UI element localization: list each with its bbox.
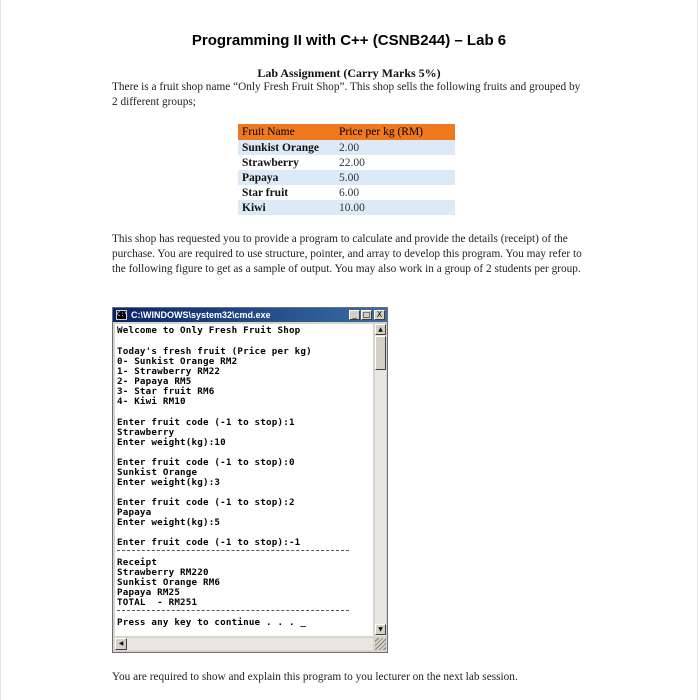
console-output [115, 324, 373, 636]
console-line: Enter fruit code (-1 to stop):1 [117, 417, 295, 428]
console-line: 3- Star fruit RM6 [117, 386, 215, 397]
cmd-icon: C:\ [117, 311, 128, 318]
maximize-button[interactable]: □ [362, 310, 371, 319]
closing-paragraph: You are required to show and explain this program to you lecturer on the next lab session. [112, 671, 518, 683]
console-line: 1- Strawberry RM22 [117, 366, 221, 377]
fruit-name-cell: Strawberry [238, 155, 335, 170]
table-row [238, 200, 455, 215]
scrollbar-thumb[interactable] [375, 336, 386, 370]
fruit-name-cell: Papaya [238, 170, 335, 185]
console-line: Strawberry RM220 [117, 567, 209, 578]
fruit-name-cell: Kiwi [238, 200, 335, 215]
console-line: Strawberry [117, 427, 175, 438]
resize-grip-icon[interactable] [375, 638, 386, 650]
console-line: 2- Papaya RM5 [117, 376, 192, 387]
table-row [238, 170, 455, 185]
scroll-left-arrow-icon[interactable]: ◀ [115, 638, 127, 650]
price-cell: 10.00 [335, 200, 455, 215]
console-line: 4- Kiwi RM10 [117, 396, 186, 407]
console-line: Enter weight(kg):10 [117, 437, 226, 448]
console-line: Papaya [117, 507, 152, 518]
table-row [238, 140, 455, 155]
console-line: Sunkist Orange RM6 [117, 577, 221, 588]
console-line: Today's fresh fruit (Price per kg) [117, 346, 312, 357]
console-line: Enter fruit code (-1 to stop):0 [117, 457, 295, 468]
price-cell: 6.00 [335, 185, 455, 200]
console-window-title: C:\WINDOWS\system32\cmd.exe [131, 310, 271, 320]
table-header-row [238, 124, 455, 140]
fruit-price-table [238, 124, 455, 215]
console-line: Press any key to continue . . . _ [117, 617, 307, 628]
console-line: Welcome to Only Fresh Fruit Shop [117, 325, 301, 336]
instructions-paragraph: This shop has requested you to provide a program to calculate and provide the details (receipt) of the purchase. You are required to use structure, pointer, and array to develop this program. You may refer to the following figure to get as a sample of output. You may also work in a group of 2 students per group. [112, 233, 582, 275]
console-line: Receipt [117, 557, 158, 568]
console-divider [117, 610, 349, 611]
console-window-screenshot [112, 307, 388, 653]
price-cell: 5.00 [335, 170, 455, 185]
horizontal-scrollbar[interactable] [115, 638, 373, 650]
intro-paragraph: There is a fruit shop name “Only Fresh Fruit Shop”. This shop sells the following fruits and grouped by 2 different groups; [112, 81, 581, 108]
console-line: Enter weight(kg):5 [117, 517, 221, 528]
console-line: TOTAL - RM251 [117, 597, 198, 608]
console-line: Papaya RM25 [117, 587, 181, 598]
fruit-name-cell: Sunkist Orange [238, 140, 335, 155]
console-titlebar [113, 308, 387, 322]
vertical-scrollbar[interactable] [375, 324, 386, 636]
table-row [238, 185, 455, 200]
document-title: Programming II with C++ (CSNB244) – Lab 6 [191, 32, 507, 49]
console-divider [117, 550, 349, 551]
minimize-button[interactable]: _ [349, 310, 360, 320]
column-header-price: Price per kg (RM) [335, 124, 455, 140]
console-line: Sunkist Orange [117, 467, 198, 478]
console-line: Enter fruit code (-1 to stop):-1 [117, 537, 301, 548]
console-line: Enter weight(kg):3 [117, 477, 221, 488]
price-cell: 22.00 [335, 155, 455, 170]
column-header-fruit-name: Fruit Name [238, 124, 335, 140]
scroll-up-arrow-icon[interactable]: ▲ [375, 324, 386, 335]
price-cell: 2.00 [335, 140, 455, 155]
scroll-down-arrow-icon[interactable]: ▼ [375, 624, 386, 635]
table-row [238, 155, 455, 170]
close-button[interactable]: X [374, 310, 385, 320]
console-line: 0- Sunkist Orange RM2 [117, 356, 238, 367]
lab-assignment-heading: Lab Assignment (Carry Marks 5%) [257, 66, 441, 80]
fruit-name-cell: Star fruit [238, 185, 335, 200]
console-line: Enter fruit code (-1 to stop):2 [117, 497, 295, 508]
